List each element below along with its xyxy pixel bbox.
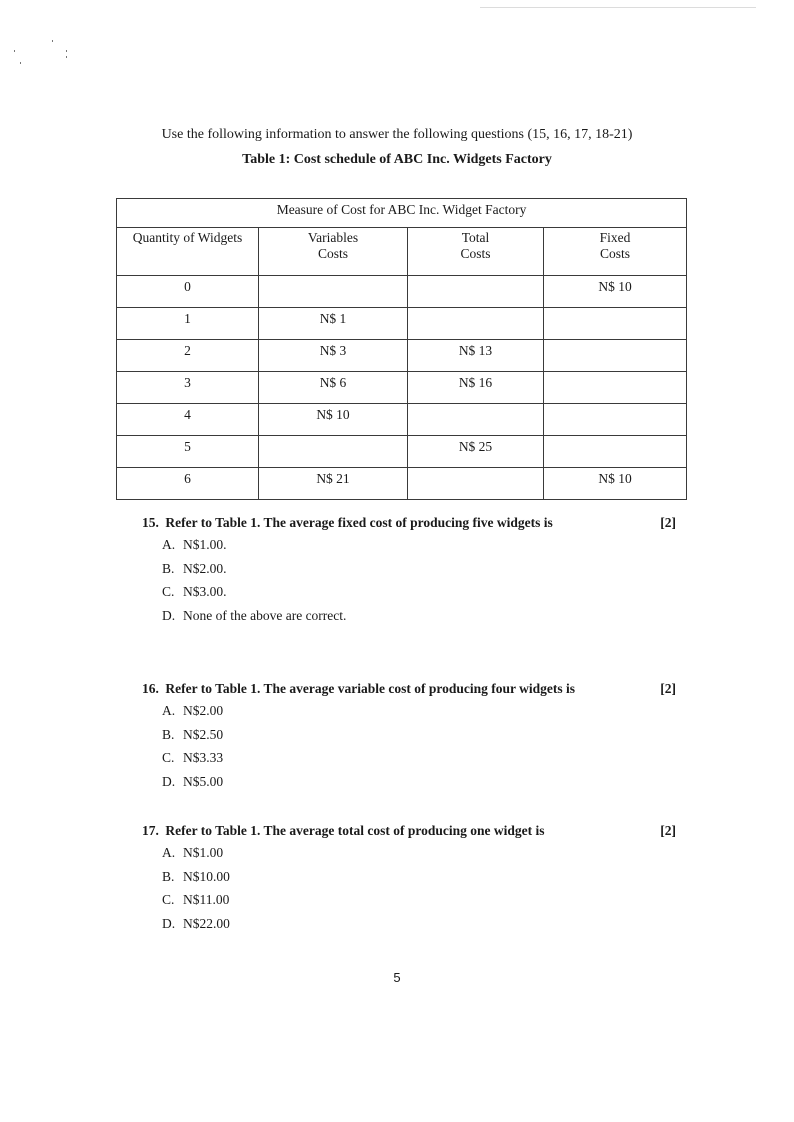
table-cell-quantity: 6	[117, 468, 259, 500]
answer-option	[142, 841, 676, 865]
table-cell-total-cost	[408, 308, 544, 340]
table-cell-total-cost	[408, 404, 544, 436]
table-cell-quantity: 4	[117, 404, 259, 436]
option-text: N$2.00.	[183, 560, 227, 576]
question-marks: [2]	[660, 823, 676, 838]
table-cell-fixed-cost	[544, 340, 687, 372]
question-15	[142, 515, 676, 627]
option-text: N$1.00	[183, 845, 224, 860]
scan-speck	[66, 50, 67, 52]
option-text: N$1.00.	[183, 537, 227, 552]
question-marks: [2]	[660, 515, 676, 530]
option-text: N$2.50	[183, 726, 224, 742]
table-cell-fixed-cost	[544, 404, 687, 436]
question-text: Refer to Table 1. The average variable cost of producing four widgets is	[165, 681, 575, 696]
question-marks: [2]	[660, 681, 676, 696]
scan-speck	[20, 62, 21, 64]
question-text: Refer to Table 1. The average fixed cost of producing five widgets is	[165, 515, 553, 530]
answer-option	[142, 580, 676, 604]
table-cell-total-cost: N$ 25	[408, 436, 544, 468]
question-stem	[142, 823, 676, 841]
option-text: N$2.00	[183, 703, 224, 718]
answer-option	[142, 533, 676, 557]
table-cell-total-cost: N$ 13	[408, 340, 544, 372]
option-letter: C.	[162, 750, 175, 765]
scan-artifact-line	[480, 7, 756, 8]
column-header-line: Costs	[460, 246, 491, 261]
table-cell-variable-cost: N$ 6	[259, 372, 408, 404]
column-header-total-costs	[408, 228, 544, 276]
column-header-line: Costs	[317, 246, 348, 261]
table-row	[117, 276, 687, 308]
option-text: N$3.00.	[183, 584, 227, 599]
answer-option	[142, 699, 676, 723]
option-text: N$5.00	[183, 773, 224, 789]
cost-schedule-table	[116, 198, 687, 500]
answer-option	[142, 888, 676, 912]
option-letter: C.	[162, 892, 175, 907]
table-cell-quantity: 5	[117, 436, 259, 468]
option-text: N$3.33	[183, 750, 224, 765]
option-letter: B.	[162, 560, 175, 576]
table-cell-fixed-cost: N$ 10	[544, 468, 687, 500]
scan-speck	[66, 56, 67, 58]
table-cell-quantity: 2	[117, 340, 259, 372]
question-number: 17.	[142, 823, 159, 838]
table-cell-fixed-cost	[544, 372, 687, 404]
question-stem	[142, 681, 676, 699]
option-letter: A.	[162, 845, 176, 860]
option-text: N$11.00	[183, 892, 230, 907]
question-text: Refer to Table 1. The average total cost of producing one widget is	[165, 823, 545, 838]
intro-text: Use the following information to answer the following questions (15, 16, 17, 18-21)	[161, 127, 633, 142]
table-cell-variable-cost	[259, 276, 408, 308]
question-17	[142, 823, 676, 935]
page-number: 5	[393, 970, 401, 985]
table-cell-variable-cost: N$ 10	[259, 404, 408, 436]
column-header-quantity	[117, 228, 259, 276]
table-cell-fixed-cost	[544, 308, 687, 340]
table-cell-fixed-cost	[544, 436, 687, 468]
table-cell-fixed-cost: N$ 10	[544, 276, 687, 308]
table-cell-variable-cost: N$ 21	[259, 468, 408, 500]
table-row	[117, 340, 687, 372]
table-cell-quantity: 0	[117, 276, 259, 308]
table-row	[117, 436, 687, 468]
question-16	[142, 681, 676, 793]
answer-option	[142, 557, 676, 581]
option-letter: B.	[162, 726, 175, 742]
table-cell-variable-cost: N$ 3	[259, 340, 408, 372]
table-cell-quantity: 3	[117, 372, 259, 404]
column-header-line: Variables	[307, 230, 359, 245]
column-header-line: Fixed	[599, 230, 631, 245]
table-row	[117, 404, 687, 436]
table-title: Table 1: Cost schedule of ABC Inc. Widgets Factory	[242, 152, 552, 167]
option-letter: B.	[162, 868, 175, 884]
answer-option	[142, 746, 676, 770]
table-cell-total-cost	[408, 276, 544, 308]
option-letter: A.	[162, 537, 176, 552]
question-number: 16.	[142, 681, 159, 696]
answer-option	[142, 604, 676, 628]
column-header-variable-costs	[259, 228, 408, 276]
scan-specks	[14, 38, 74, 78]
answer-option	[142, 770, 676, 794]
option-letter: D.	[162, 773, 176, 789]
answer-option	[142, 723, 676, 747]
option-letter: D.	[162, 607, 176, 623]
column-header-line: Quantity of Widgets	[132, 230, 243, 245]
table-caption: Measure of Cost for ABC Inc. Widget Factory	[117, 199, 687, 228]
column-header-line: Costs	[600, 246, 631, 261]
option-letter: C.	[162, 584, 175, 599]
question-number: 15.	[142, 515, 159, 530]
table-cell-variable-cost	[259, 436, 408, 468]
column-header-fixed-costs	[544, 228, 687, 276]
table-cell-total-cost: N$ 16	[408, 372, 544, 404]
answer-option	[142, 865, 676, 889]
table-cell-variable-cost: N$ 1	[259, 308, 408, 340]
option-text: N$22.00	[183, 915, 230, 931]
column-header-line: Total	[461, 230, 490, 245]
question-stem	[142, 515, 676, 533]
table-cell-total-cost	[408, 468, 544, 500]
option-letter: D.	[162, 915, 176, 931]
option-text: N$10.00	[183, 868, 230, 884]
scan-speck	[14, 50, 15, 52]
table-row	[117, 372, 687, 404]
option-text: None of the above are correct.	[183, 607, 347, 623]
option-letter: A.	[162, 703, 176, 718]
table-row	[117, 468, 687, 500]
table-cell-quantity: 1	[117, 308, 259, 340]
answer-option	[142, 912, 676, 936]
table-row	[117, 308, 687, 340]
scan-speck	[52, 40, 53, 42]
